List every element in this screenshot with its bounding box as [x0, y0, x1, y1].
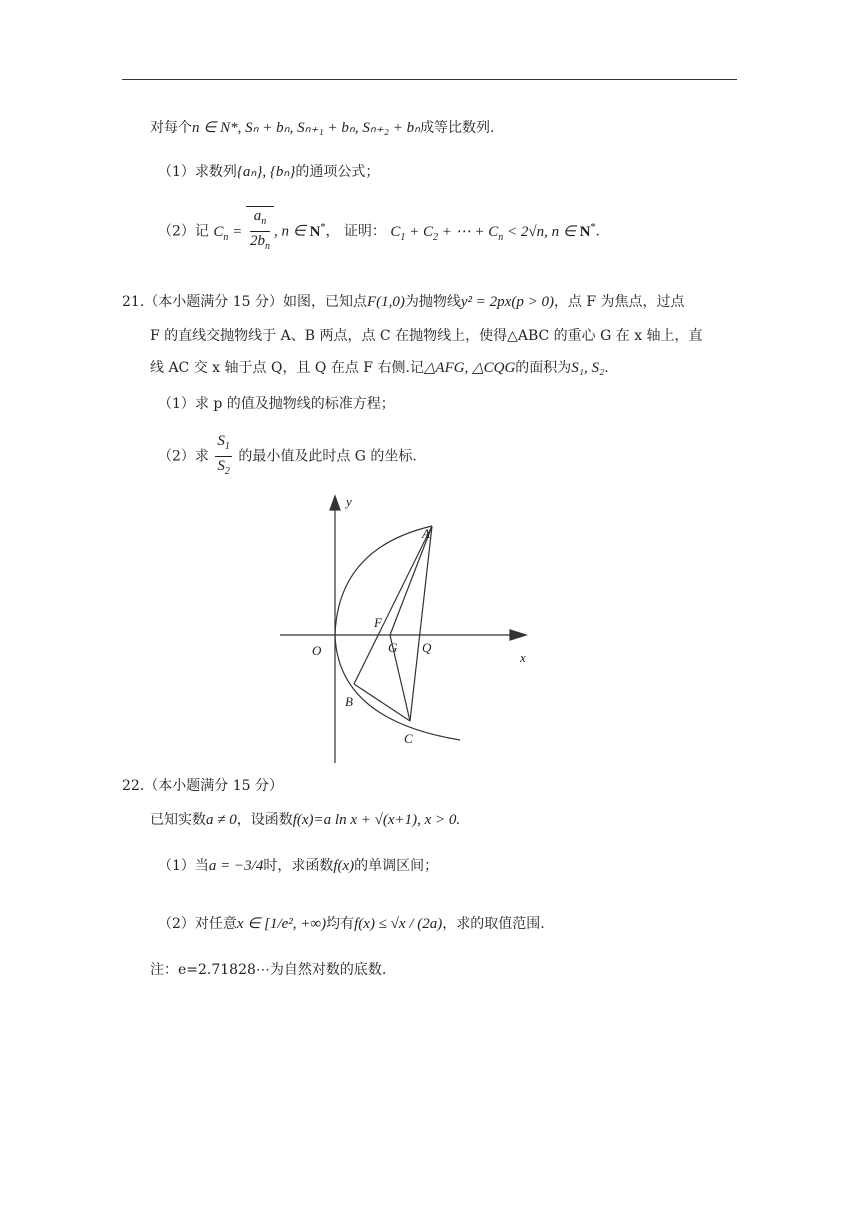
- label-G: G: [388, 640, 398, 655]
- label-Q: Q: [422, 640, 432, 655]
- q20-part1: （1）求数列{aₙ}, {bₙ}的通项公式；: [158, 164, 380, 180]
- label-y: y: [346, 494, 352, 509]
- parabola-curve: [335, 526, 460, 740]
- label-x: x: [520, 650, 526, 665]
- q21-part2: （2）求 $\frac{S_1}{S_2}$ 的最小值及此时点 G 的坐标.: [158, 433, 417, 477]
- header-rule: [122, 79, 737, 80]
- q20-part2: （2）记 $C_n$ = $\frac{a_n}{2b_n}$ , n ∈ N*， 证明： $C_1 + C_2$ + ⋯ + $C_n < 2√n$, n ∈ N*.: [158, 206, 600, 256]
- label-O: O: [312, 643, 322, 658]
- line-BC: [354, 684, 410, 721]
- q22-line1: 已知实数a ≠ 0，设函数f(x)=a ln x + √(x+1), x > 0.: [150, 812, 461, 828]
- label-B: B: [345, 694, 353, 709]
- q20-intro: 对每个n ∈ N*, Sₙ + bₙ, Sₙ₊₁ + bₙ, Sₙ₊₂ + bₙ成等比数列.: [150, 120, 495, 136]
- q22-part2: （2）对任意x ∈ [1/e², +∞)均有f(x) ≤ √x / (2a)，求的取值范围.: [158, 916, 545, 932]
- parabola-figure: [270, 488, 540, 768]
- q22-header: 22.（本小题满分 15 分）: [122, 778, 283, 794]
- q21-part1: （1）求 p 的值及抛物线的标准方程；: [158, 396, 395, 412]
- label-C: C: [404, 731, 413, 746]
- q21-line2: F 的直线交抛物线于 A、B 两点，点 C 在抛物线上，使得△ABC 的重心 G 在 x 轴上，直: [150, 328, 703, 344]
- label-A: A: [422, 526, 430, 541]
- q21-line3: 线 AC 交 x 轴于点 Q，且 Q 在点 F 右侧.记△AFG, △CQG的面积为S₁, S₂.: [150, 360, 609, 376]
- q22-part1: （1）当a = −3/4时，求函数f(x)的单调区间；: [158, 858, 439, 874]
- line-AB: [354, 526, 432, 684]
- q21-header: 21.（本小题满分 15 分）如图，已知点F(1,0)为抛物线y² = 2px(p > 0)，点 F 为焦点，过点: [122, 294, 685, 310]
- y-axis-arrow: [330, 496, 340, 510]
- q22-note: 注：e=2.71828⋯为自然对数的底数.: [150, 962, 387, 978]
- label-F: F: [374, 615, 382, 630]
- x-axis-arrow: [510, 630, 526, 640]
